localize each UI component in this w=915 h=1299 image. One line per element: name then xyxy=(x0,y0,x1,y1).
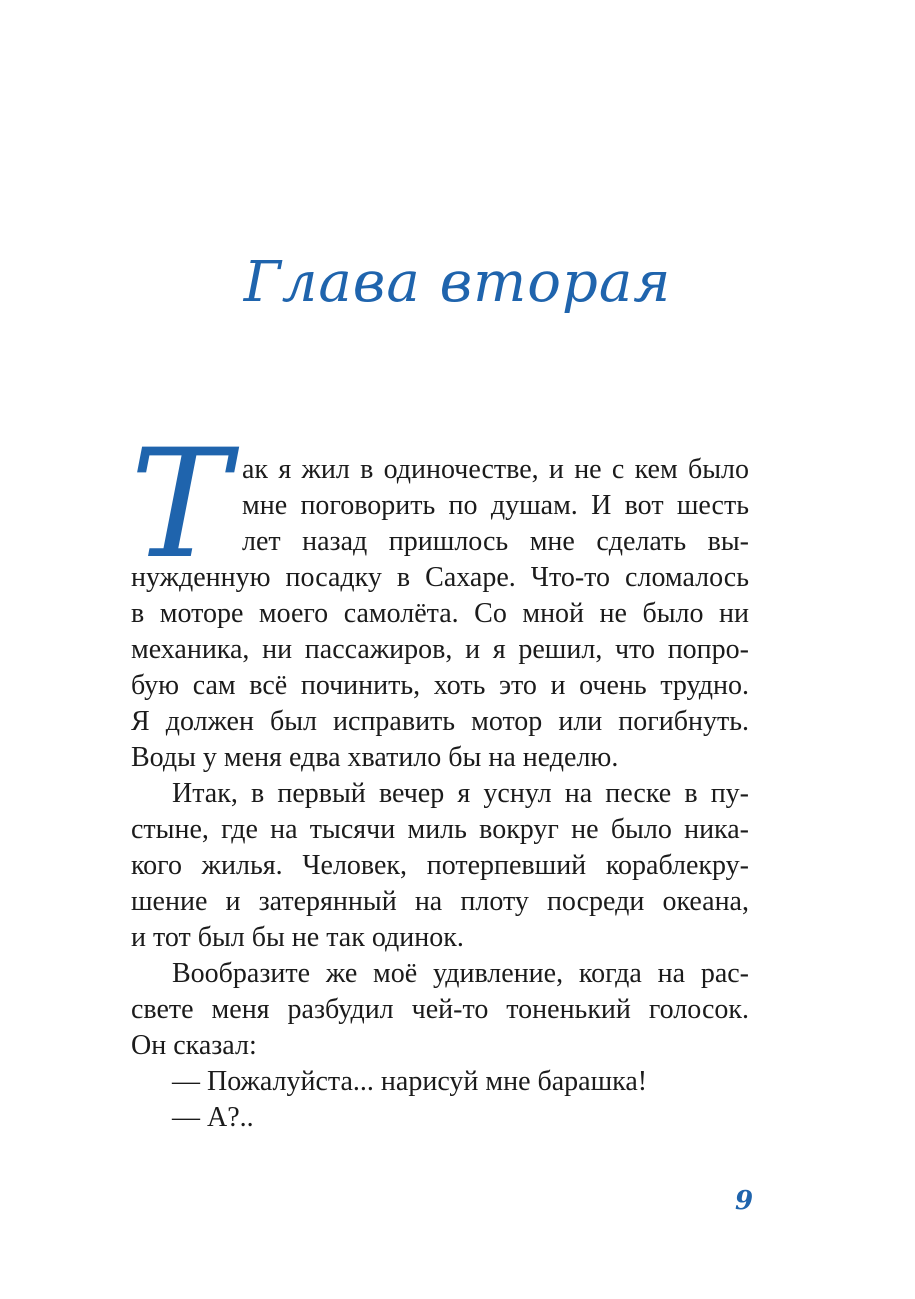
text-line: и тот был бы не так одинок. xyxy=(131,922,464,953)
text-line: Вообразите же моё удивление, когда на рас- xyxy=(172,958,749,989)
text-line: свете меня разбудил чей-то тоненький голосок. xyxy=(131,994,749,1025)
drop-cap: Т xyxy=(130,418,231,592)
text-line: Я должен был исправить мотор или погибнуть. xyxy=(131,706,749,737)
text-line: шение и затерянный на плоту посреди океана, xyxy=(131,886,749,917)
dialog-line: — Пожалуйста... нарисуй мне барашка! xyxy=(172,1066,648,1097)
text-line: Воды у меня едва хватило бы на неделю. xyxy=(131,742,619,773)
text-line: бую сам всё починить, хоть это и очень трудно. xyxy=(131,670,749,701)
text-line: мне поговорить по душам. И вот шесть xyxy=(242,490,749,521)
text-line: нужденную посадку в Сахаре. Что-то сломалось xyxy=(131,562,749,593)
text-line: кого жилья. Человек, потерпевший кораблекру- xyxy=(131,850,749,881)
page-number: 9 xyxy=(735,1186,754,1216)
text-line: ак я жил в одиночестве, и не с кем было xyxy=(242,454,749,485)
text-line: в моторе моего самолёта. Со мной не было ни xyxy=(131,598,749,629)
text-line: стыне, где на тысячи миль вокруг не было ника- xyxy=(131,814,749,845)
chapter-title: Глава вторая xyxy=(243,250,672,315)
text-line: лет назад пришлось мне сделать вы- xyxy=(242,526,749,557)
text-line: механика, ни пассажиров, и я решил, что попро- xyxy=(131,634,749,665)
text-line: Он сказал: xyxy=(131,1030,257,1061)
text-line: Итак, в первый вечер я уснул на песке в пу- xyxy=(172,778,749,809)
dialog-line: — А?.. xyxy=(172,1102,254,1133)
